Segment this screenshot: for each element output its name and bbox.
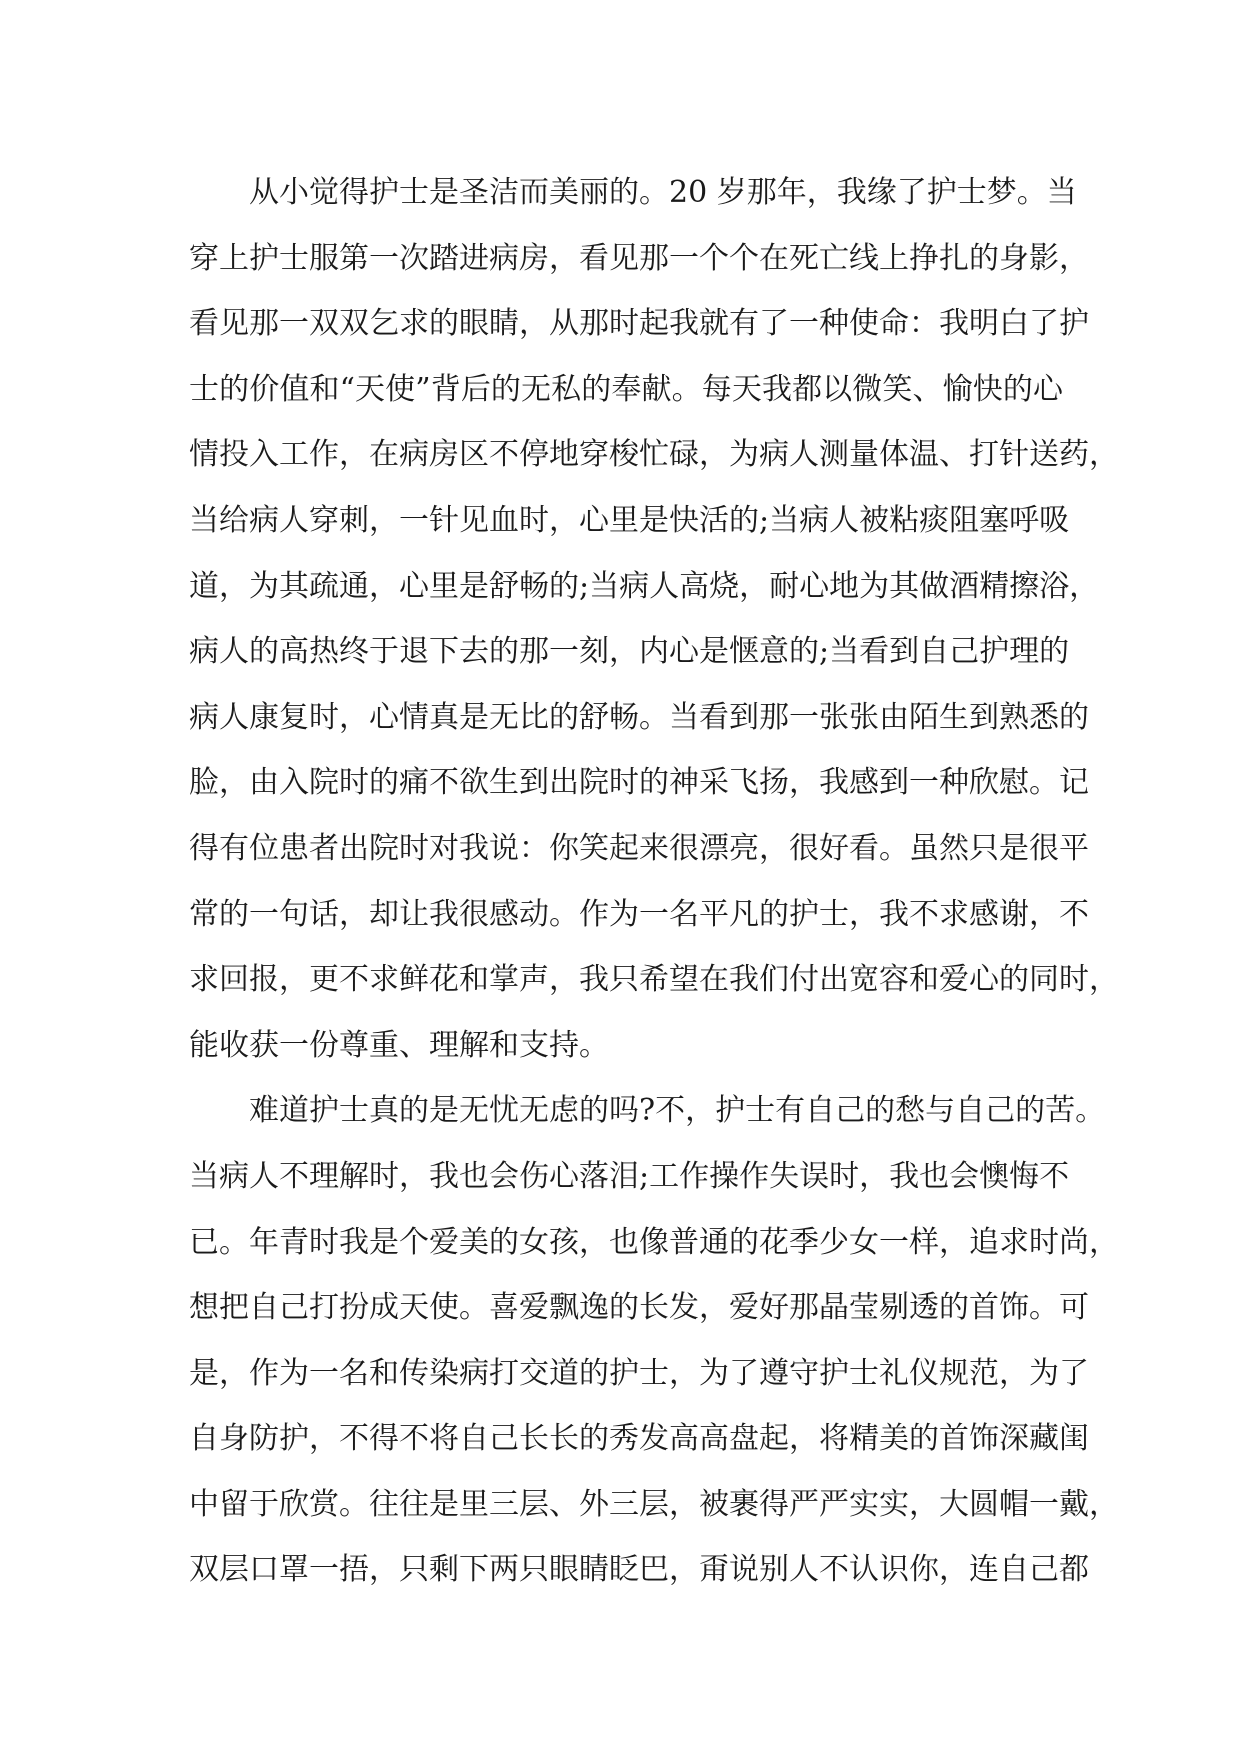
text-line: 是，作为一名和传染病打交道的护士，为了遵守护士礼仪规范，为了 bbox=[189, 1355, 1089, 1391]
text-line: 当病人不理解时，我也会伤心落泪;工作操作失误时，我也会懊悔不 bbox=[189, 1158, 1070, 1194]
text-line: 情投入工作，在病房区不停地穿梭忙碌，为病人测量体温、打针送药， bbox=[189, 437, 1119, 473]
text-line: 士的价值和“天使”背后的无私的奉献。每天我都以微笑、愉快的心 bbox=[189, 371, 1063, 407]
text-line: 看见那一双双乞求的眼睛，从那时起我就有了一种使命：我明白了护 bbox=[189, 306, 1089, 342]
text-line: 得有位患者出院时对我说：你笑起来很漂亮，很好看。虽然只是很平 bbox=[189, 830, 1089, 866]
text-line: 常的一句话，却让我很感动。作为一名平凡的护士，我不求感谢，不 bbox=[189, 896, 1089, 932]
text-line: 从小觉得护士是圣洁而美丽的。20 岁那年，我缘了护士梦。当 bbox=[249, 175, 1077, 210]
text-line: 想把自己打扮成天使。喜爱飘逸的长发，爱好那晶莹剔透的首饰。可 bbox=[189, 1290, 1089, 1326]
text-line: 求回报，更不求鲜花和掌声，我只希望在我们付出宽容和爱心的同时， bbox=[189, 962, 1119, 998]
text-line: 双层口罩一捂，只剩下两只眼睛眨巴，甭说别人不认识你，连自己都 bbox=[189, 1552, 1089, 1588]
text-line: 已。年青时我是个爱美的女孩，也像普通的花季少女一样，追求时尚， bbox=[189, 1224, 1119, 1260]
text-line: 道，为其疏通，心里是舒畅的;当病人高烧，耐心地为其做酒精擦浴， bbox=[189, 568, 1100, 604]
text-line: 自身防护，不得不将自己长长的秀发高高盘起，将精美的首饰深藏闺 bbox=[189, 1421, 1089, 1457]
text-line: 穿上护士服第一次踏进病房，看见那一个个在死亡线上挣扎的身影， bbox=[189, 240, 1089, 276]
document-body bbox=[189, 160, 1119, 1603]
text-line: 当给病人穿刺，一针见血时，心里是快活的;当病人被粘痰阻塞呼吸 bbox=[189, 502, 1070, 538]
paragraph-1 bbox=[189, 160, 1119, 1078]
text-line: 中留于欣赏。往往是里三层、外三层，被裹得严严实实，大圆帽一戴， bbox=[189, 1486, 1119, 1522]
text-line: 脸，由入院时的痛不欲生到出院时的神采飞扬，我感到一种欣慰。记 bbox=[189, 765, 1089, 801]
text-line: 病人的高热终于退下去的那一刻，内心是惬意的;当看到自己护理的 bbox=[189, 634, 1070, 670]
paragraph-2 bbox=[189, 1078, 1119, 1603]
text-line: 能收获一份尊重、理解和支持。 bbox=[189, 1027, 609, 1063]
text-line: 难道护士真的是无忧无虑的吗?不，护士有自己的愁与自己的苦。 bbox=[249, 1093, 1106, 1129]
text-line: 病人康复时，心情真是无比的舒畅。当看到那一张张由陌生到熟悉的 bbox=[189, 699, 1089, 735]
